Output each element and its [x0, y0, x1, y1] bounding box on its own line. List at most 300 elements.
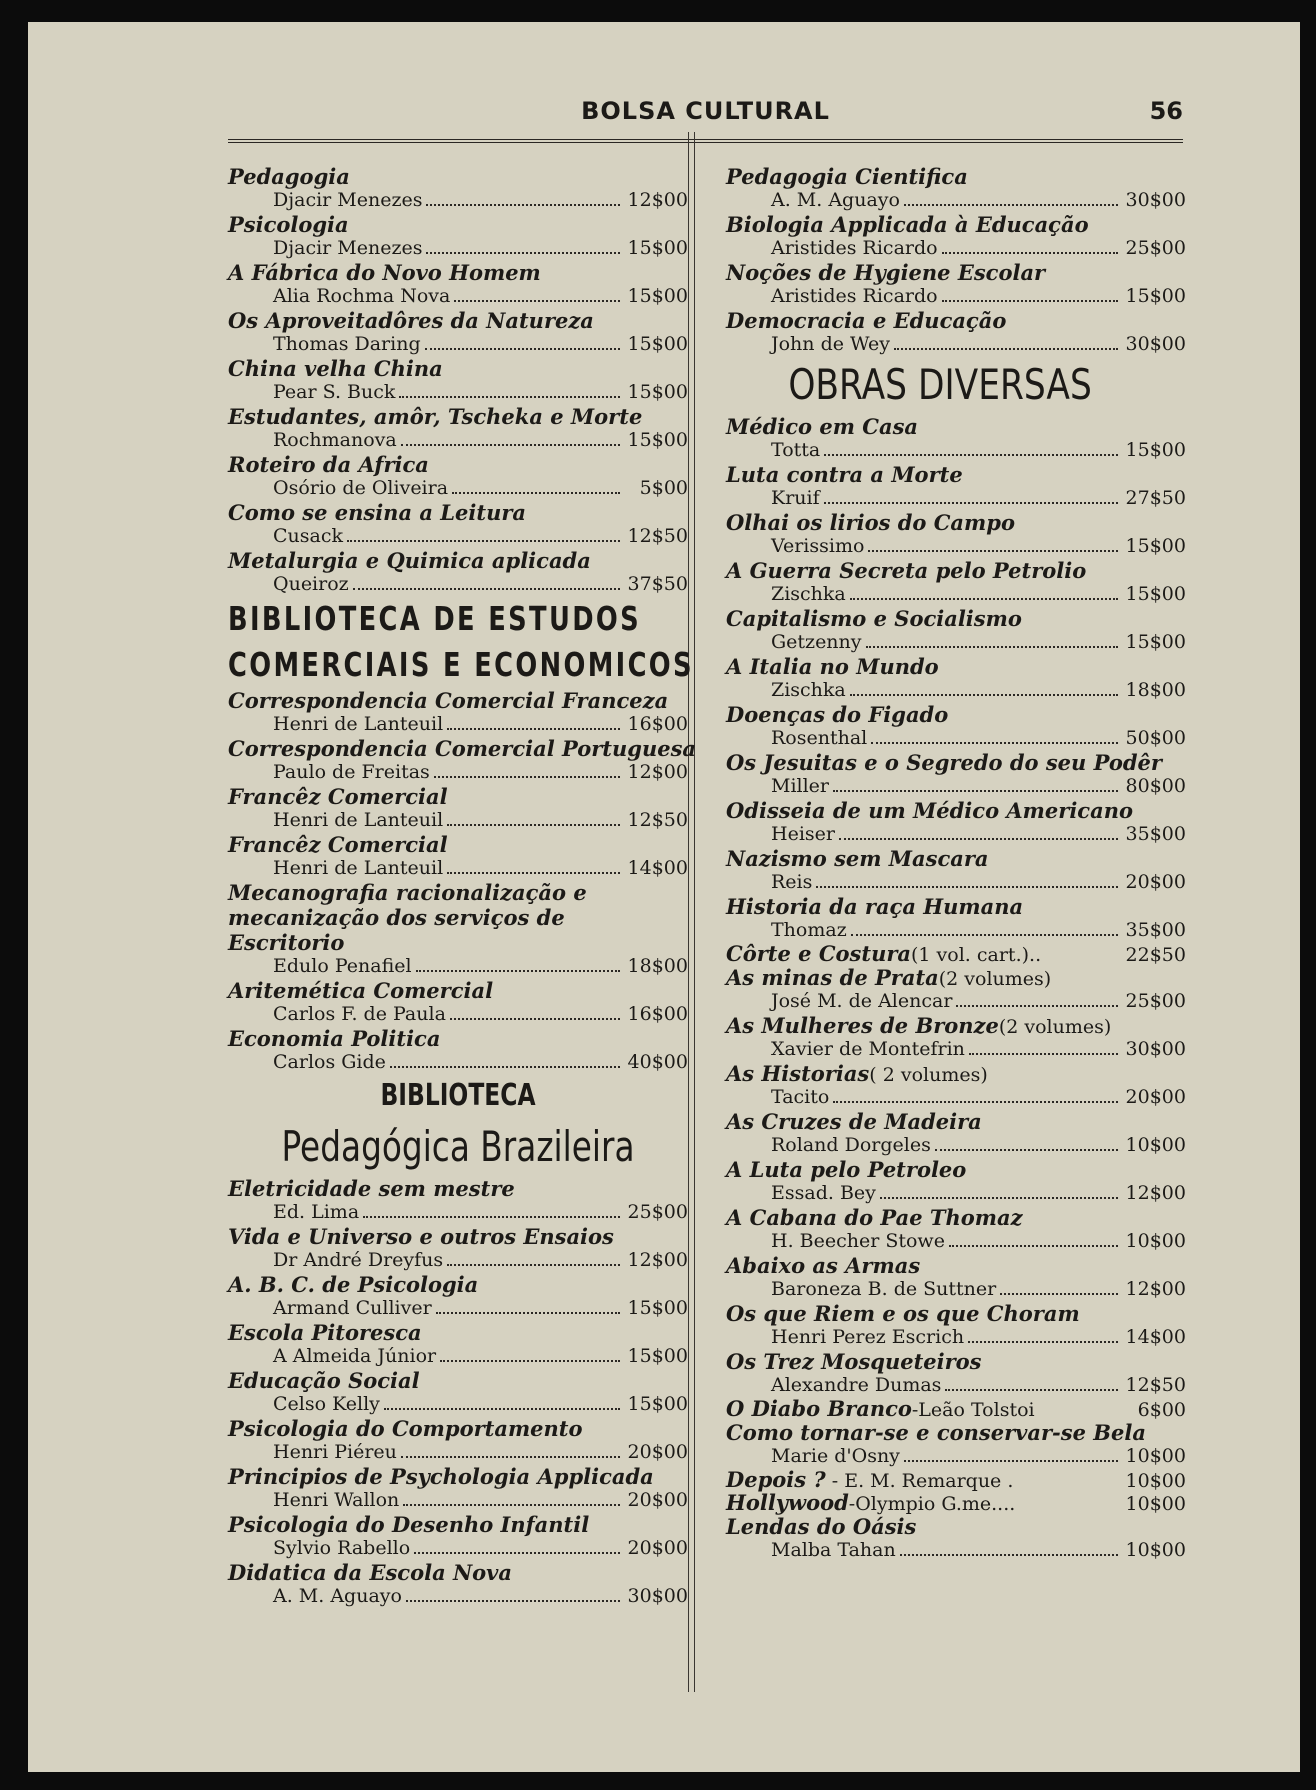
catalog-entry: [726, 606, 1186, 654]
catalog-entry: [726, 1013, 1186, 1061]
leader-dots: [942, 300, 1118, 302]
book-author: Kruif: [771, 487, 820, 509]
book-author: Henri Wallon: [273, 1489, 400, 1511]
book-price: 20$00: [1125, 871, 1186, 893]
leader-dots: [436, 1312, 620, 1314]
book-author: Verissimo: [771, 535, 865, 557]
book-price: 14$00: [627, 857, 688, 879]
book-price: 20$00: [627, 1537, 688, 1559]
leader-dots: [440, 1360, 620, 1362]
book-price: 50$00: [1125, 727, 1186, 749]
catalog-entry: [726, 1109, 1186, 1157]
book-price: 15$00: [1125, 583, 1186, 605]
book-title: [228, 1320, 688, 1345]
book-title: [228, 832, 688, 857]
catalog-entry: [228, 880, 688, 978]
catalog-entry: [228, 1464, 688, 1512]
catalog-entry: [726, 1349, 1186, 1397]
book-price: 15$00: [1125, 631, 1186, 653]
leader-dots: [454, 300, 620, 302]
book-price: 12$00: [1125, 1182, 1186, 1204]
book-title: Depois ?: [726, 1467, 826, 1492]
catalog-entry: [726, 965, 1186, 1013]
book-title-text: Correspondencia Comercial Portuguesa: [228, 736, 697, 761]
leader-dots: [935, 1149, 1118, 1151]
book-title: [228, 1368, 688, 1393]
book-price: 25$00: [1125, 990, 1186, 1012]
book-title: [228, 1512, 688, 1537]
book-author: Djacir Menezes: [273, 237, 423, 259]
book-title: [726, 1157, 1186, 1182]
book-title-text: Economia Politica: [228, 1026, 441, 1051]
leader-dots: [851, 934, 1118, 936]
book-title: [726, 1253, 1186, 1278]
catalog-entry: [726, 308, 1186, 356]
leader-dots: [434, 776, 620, 778]
book-title: [228, 736, 697, 761]
book-author: Thomaz: [771, 919, 847, 941]
book-title: [726, 1205, 1186, 1230]
book-price: 35$00: [1125, 919, 1186, 941]
book-price: 12$00: [627, 761, 688, 783]
left-column: [228, 164, 697, 1608]
leader-dots: [945, 1389, 1118, 1391]
book-title-text: Didatica da Escola Nova: [228, 1560, 512, 1585]
book-author: Totta: [771, 439, 821, 461]
leader-dots: [363, 1216, 620, 1218]
leader-dots: [833, 1101, 1118, 1103]
catalog-entry: [726, 750, 1186, 798]
book-price: 20$00: [1125, 1086, 1186, 1108]
book-title-text: Biologia Applicada à Educação: [726, 212, 1089, 237]
catalog-entry: [228, 1320, 688, 1368]
book-author: Rochmanova: [273, 429, 397, 451]
leader-dots: [871, 742, 1118, 744]
page: [28, 22, 1300, 1772]
book-title: [726, 654, 1186, 679]
book-title-text: As Cruzes de Madeira: [726, 1109, 982, 1134]
book-price: 16$00: [627, 1003, 688, 1025]
book-title-text: As Historias: [726, 1061, 870, 1086]
book-note: (2 volumes): [998, 1016, 1112, 1038]
book-price: 15$00: [627, 333, 688, 355]
book-title: [726, 510, 1186, 535]
book-price: 12$00: [627, 1249, 688, 1271]
catalog-entry: [228, 1560, 688, 1608]
header-title: BOLSA CULTURAL: [581, 97, 830, 125]
leader-dots: [833, 790, 1118, 792]
book-title-text: Olhai os lirios do Campo: [726, 510, 1015, 535]
book-author: José M. de Alencar: [771, 990, 953, 1012]
leader-dots: [399, 396, 620, 398]
book-author: Rosenthal: [771, 727, 868, 749]
leader-dots: [850, 694, 1118, 696]
book-title-text: Capitalismo e Socialismo: [726, 606, 1022, 631]
book-price: 12$50: [627, 809, 688, 831]
book-author: Miller: [771, 775, 830, 797]
book-author: - E. M. Remarque .: [831, 1470, 1014, 1492]
book-author: Henri Perez Escrich: [771, 1326, 965, 1348]
book-price: 15$00: [1125, 535, 1186, 557]
book-title: [228, 784, 688, 809]
book-price: 30$00: [627, 1585, 688, 1607]
book-title: [228, 500, 688, 525]
book-title: [726, 1061, 1186, 1086]
book-title-text: Principios de Psychologia Applicada: [228, 1464, 654, 1489]
book-title: [228, 1464, 688, 1489]
book-title-text: A Luta pelo Petroleo: [726, 1157, 967, 1182]
book-price: 30$00: [1125, 333, 1186, 355]
book-title: [726, 164, 1186, 189]
book-author: Pear S. Buck: [273, 381, 396, 403]
book-title: [228, 356, 688, 381]
book-price: 15$00: [627, 285, 688, 307]
leader-dots: [968, 1341, 1118, 1343]
book-price: 15$00: [1125, 439, 1186, 461]
section-heading-biblioteca: BIBLIOTECA: [380, 1078, 536, 1113]
book-title-text: Os Aproveitadôres da Natureza: [228, 308, 594, 333]
book-title: [228, 880, 688, 955]
catalog-entry: [726, 462, 1186, 510]
book-title: [228, 1560, 688, 1585]
catalog-entry: [726, 1514, 1186, 1562]
book-author: Thomas Daring: [273, 333, 421, 355]
catalog-entry: [726, 260, 1186, 308]
book-title: Hollywood: [726, 1490, 849, 1515]
book-title: [228, 978, 688, 1003]
leader-dots: [839, 838, 1118, 840]
catalog-entry: [726, 510, 1186, 558]
leader-dots: [401, 444, 620, 446]
book-author: Carlos F. de Paula: [273, 1003, 446, 1025]
book-author: Henri Piéreu: [273, 1441, 397, 1463]
book-title-text: Educação Social: [228, 1368, 420, 1393]
right-column: [726, 164, 1186, 1562]
page-header: [228, 89, 1183, 143]
book-title: [726, 462, 1186, 487]
book-price: 30$00: [1125, 189, 1186, 211]
book-author: Reis: [771, 871, 813, 893]
book-price: 80$00: [1125, 775, 1186, 797]
book-title-text: Noções de Hygiene Escolar: [726, 260, 1046, 285]
book-title: [726, 846, 1186, 871]
leader-dots: [347, 540, 620, 542]
catalog-entry: [228, 164, 688, 212]
catalog-entry: [726, 1157, 1186, 1205]
book-price: 40$00: [627, 1051, 688, 1073]
book-price: 15$00: [627, 1297, 688, 1319]
book-title: [228, 404, 688, 429]
book-author: Djacir Menezes: [273, 189, 423, 211]
book-title: [726, 1349, 1186, 1374]
book-title-text: As minas de Prata: [726, 965, 939, 990]
book-title-text: China velha China: [228, 356, 443, 381]
catalog-entry: [228, 356, 688, 404]
book-title: [726, 1109, 1186, 1134]
book-title-text: As Mulheres de Bronze: [726, 1013, 999, 1038]
book-price: 12$50: [627, 525, 688, 547]
catalog-entry: [726, 212, 1186, 260]
book-price: 10$00: [1125, 1493, 1186, 1515]
book-author: Zischka: [771, 583, 846, 605]
book-price: 20$00: [627, 1489, 688, 1511]
book-author: Zischka: [771, 679, 846, 701]
book-note: (2 volumes): [938, 968, 1052, 990]
book-title-text: Democracia e Educação: [726, 308, 1007, 333]
catalog-entry: [726, 654, 1186, 702]
book-price: 25$00: [627, 1201, 688, 1223]
book-title: O Diabo Branco: [726, 1396, 912, 1421]
book-price: 10$00: [1125, 1134, 1186, 1156]
book-author: Roland Dorgeles: [771, 1134, 931, 1156]
book-title: [228, 308, 688, 333]
catalog-entry: [228, 452, 688, 500]
book-title-text: Pedagogia Cientifica: [726, 164, 968, 189]
book-title-text: Francêz Comercial: [228, 832, 448, 857]
leader-dots: [447, 872, 620, 874]
book-author: Celso Kelly: [273, 1393, 380, 1415]
book-author: Xavier de Montefrin: [771, 1038, 965, 1060]
book-price: 12$50: [1125, 1374, 1186, 1396]
book-title: [228, 1272, 688, 1297]
book-title-text: Eletricidade sem mestre: [228, 1176, 515, 1201]
leader-dots: [450, 1018, 620, 1020]
book-author: Edulo Penafiel: [273, 955, 412, 977]
leader-dots: [866, 646, 1118, 648]
book-author: Carlos Gide: [273, 1051, 386, 1073]
book-price: 15$00: [627, 429, 688, 451]
book-author: Cusack: [273, 525, 344, 547]
leader-dots: [403, 1504, 620, 1506]
leader-dots: [956, 1005, 1118, 1007]
book-price: 14$00: [1125, 1326, 1186, 1348]
book-note: (1 vol. cart.)..: [911, 944, 1042, 966]
book-title-text: Odisseia de um Médico Americano: [726, 798, 1133, 823]
book-author: Armand Culliver: [273, 1297, 432, 1319]
book-title-text: Os Trez Mosqueteiros: [726, 1349, 982, 1374]
catalog-entry: [228, 1368, 688, 1416]
book-title-text: Roteiro da Africa: [228, 452, 429, 477]
catalog-entry: [726, 942, 1186, 965]
book-title: [726, 606, 1186, 631]
leader-dots: [401, 1456, 620, 1458]
book-title-text: Psicologia: [228, 212, 349, 237]
book-price: 5$00: [639, 477, 688, 499]
book-price: 15$00: [627, 1393, 688, 1415]
leader-dots: [414, 1552, 620, 1554]
book-price: 15$00: [627, 381, 688, 403]
book-author: Sylvio Rabello: [273, 1537, 411, 1559]
section-heading-comerciais: COMERCIAIS E ECONOMICOS: [228, 645, 694, 684]
book-title-text: Doenças do Figado: [726, 702, 949, 727]
book-author: -Olympio G.me....: [848, 1493, 1016, 1515]
book-title-text: Psicologia do Comportamento: [228, 1416, 583, 1441]
leader-dots: [904, 204, 1118, 206]
book-author: -Leão Tolstoi: [911, 1399, 1035, 1421]
book-title-text: Mecanografia racionalização e mecanização dos serviços de Escritorio: [228, 880, 587, 955]
book-title-text: A Guerra Secreta pelo Petrolio: [726, 558, 1087, 583]
book-title-text: A Cabana do Pae Thomaz: [726, 1205, 1023, 1230]
book-title-text: Médico em Casa: [726, 414, 919, 439]
book-author: Getzenny: [771, 631, 862, 653]
catalog-entry: [726, 1301, 1186, 1349]
book-author: A. M. Aguayo: [771, 189, 900, 211]
catalog-entry: [726, 702, 1186, 750]
book-title-text: Francêz Comercial: [228, 784, 448, 809]
book-title: [228, 212, 688, 237]
book-title-text: Aritemética Comercial: [228, 978, 494, 1003]
leader-dots: [1000, 1293, 1118, 1295]
book-title: [726, 894, 1186, 919]
catalog-entry: [228, 500, 688, 548]
book-title: [228, 260, 688, 285]
section-heading-obras-diversas: OBRAS DIVERSAS: [788, 360, 1092, 409]
book-title: [726, 965, 1186, 990]
book-author: Essad. Bey: [771, 1182, 876, 1204]
leader-dots: [850, 598, 1118, 600]
leader-dots: [406, 1600, 620, 1602]
book-title-text: Estudantes, amôr, Tscheka e Morte: [228, 404, 643, 429]
leader-dots: [447, 728, 620, 730]
catalog-entry: [726, 1397, 1186, 1420]
catalog-entry: [726, 164, 1186, 212]
leader-dots: [390, 1066, 620, 1068]
book-price: 10$00: [1125, 1539, 1186, 1561]
leader-dots: [425, 348, 620, 350]
book-title-text: Luta contra a Morte: [726, 462, 963, 487]
catalog-entry: [726, 846, 1186, 894]
book-title-text: Os que Riem e os que Choram: [726, 1301, 1080, 1326]
catalog-entry: [228, 688, 688, 736]
book-title: Côrte e Costura: [726, 941, 912, 966]
book-title: [726, 798, 1186, 823]
book-price: 10$00: [1125, 1445, 1186, 1467]
book-title: [726, 558, 1186, 583]
book-author: Dr André Dreyfus: [273, 1249, 444, 1271]
leader-dots: [447, 1264, 620, 1266]
leader-dots: [824, 502, 1118, 504]
leader-dots: [452, 492, 620, 494]
book-price: 35$00: [1125, 823, 1186, 845]
book-price: 12$00: [1125, 1278, 1186, 1300]
catalog-entry: [228, 1512, 688, 1560]
book-title-text: Escola Pitoresca: [228, 1320, 422, 1345]
book-author: Aristides Ricardo: [771, 285, 938, 307]
catalog-entry: [726, 894, 1186, 942]
leader-dots: [969, 1053, 1118, 1055]
book-title: [228, 1224, 688, 1249]
catalog-entry: [726, 1253, 1186, 1301]
leader-dots: [426, 252, 620, 254]
catalog-entry: [228, 212, 688, 260]
leader-dots: [949, 1245, 1118, 1247]
book-author: A. M. Aguayo: [273, 1585, 402, 1607]
leader-dots: [904, 1460, 1118, 1462]
catalog-entry: [726, 1205, 1186, 1253]
book-title: [228, 452, 688, 477]
book-price: 15$00: [627, 1345, 688, 1367]
book-price: 27$50: [1125, 487, 1186, 509]
book-price: 6$00: [1137, 1399, 1186, 1421]
leader-dots: [353, 588, 620, 590]
catalog-entry: [726, 1061, 1186, 1109]
book-title-text: A Fábrica do Novo Homem: [228, 260, 541, 285]
catalog-entry: [726, 558, 1186, 606]
catalog-entry: [228, 736, 697, 784]
leader-dots: [900, 1554, 1118, 1556]
catalog-entry: [228, 1272, 688, 1320]
book-author: Paulo de Freitas: [273, 761, 430, 783]
book-author: Henri de Lanteuil: [273, 713, 444, 735]
book-title: [726, 1013, 1186, 1038]
book-author: Tacito: [771, 1086, 830, 1108]
book-title: [726, 260, 1186, 285]
catalog-entry: [228, 548, 688, 596]
book-author: Henri de Lanteuil: [273, 809, 444, 831]
book-title: [726, 308, 1186, 333]
book-price: 25$00: [1125, 237, 1186, 259]
book-price: 18$00: [1125, 679, 1186, 701]
book-price: 20$00: [627, 1441, 688, 1463]
book-title: Como tornar-se e conservar-se Bela: [726, 1420, 1146, 1445]
catalog-entry: [228, 1026, 688, 1074]
catalog-entry: [726, 1468, 1186, 1491]
leader-dots: [942, 252, 1118, 254]
catalog-entry: [228, 1176, 688, 1224]
book-title-text: Abaixo as Armas: [726, 1253, 921, 1278]
book-author: John de Wey: [771, 333, 890, 355]
book-title-text: Psicologia do Desenho Infantil: [228, 1512, 590, 1537]
section-heading-estudos: BIBLIOTECA DE ESTUDOS: [228, 599, 642, 638]
leader-dots: [824, 454, 1118, 456]
catalog-entry: [726, 1420, 1186, 1468]
catalog-entry: [726, 1491, 1186, 1514]
catalog-entry: [228, 784, 688, 832]
book-title: [228, 1026, 688, 1051]
book-title-text: Nazismo sem Mascara: [726, 846, 989, 871]
book-title-text: Vida e Universo e outros Ensaios: [228, 1224, 614, 1249]
leader-dots: [447, 824, 620, 826]
book-note: ( 2 volumes): [869, 1064, 988, 1086]
leader-dots: [894, 348, 1118, 350]
catalog-entry: [228, 308, 688, 356]
leader-dots: [416, 970, 620, 972]
book-title: [726, 1301, 1186, 1326]
leader-dots: [426, 204, 620, 206]
book-title: [228, 164, 688, 189]
book-author: Malba Tahan: [771, 1539, 896, 1561]
book-author: Aristides Ricardo: [771, 237, 938, 259]
book-title-text: Metalurgia e Quimica aplicada: [228, 548, 591, 573]
book-author: Ed. Lima: [273, 1201, 360, 1223]
leader-dots: [816, 886, 1118, 888]
leader-dots: [384, 1408, 620, 1410]
book-title: [726, 414, 1186, 439]
book-title-text: A. B. C. de Psicologia: [228, 1272, 479, 1297]
book-title: [228, 688, 688, 713]
book-price: 22$50: [1125, 944, 1186, 966]
catalog-entry: [228, 404, 688, 452]
book-title-text: Historia da raça Humana: [726, 894, 1024, 919]
book-title: [228, 548, 688, 573]
book-title-text: Os Jesuitas e o Segredo do seu Podêr: [726, 750, 1162, 775]
catalog-entry: [228, 978, 688, 1026]
book-price: 18$00: [627, 955, 688, 977]
page-number: 56: [1149, 97, 1183, 125]
catalog-entry: [228, 832, 688, 880]
book-author: Baroneza B. de Suttner: [771, 1278, 997, 1300]
book-price: 10$00: [1125, 1470, 1186, 1492]
